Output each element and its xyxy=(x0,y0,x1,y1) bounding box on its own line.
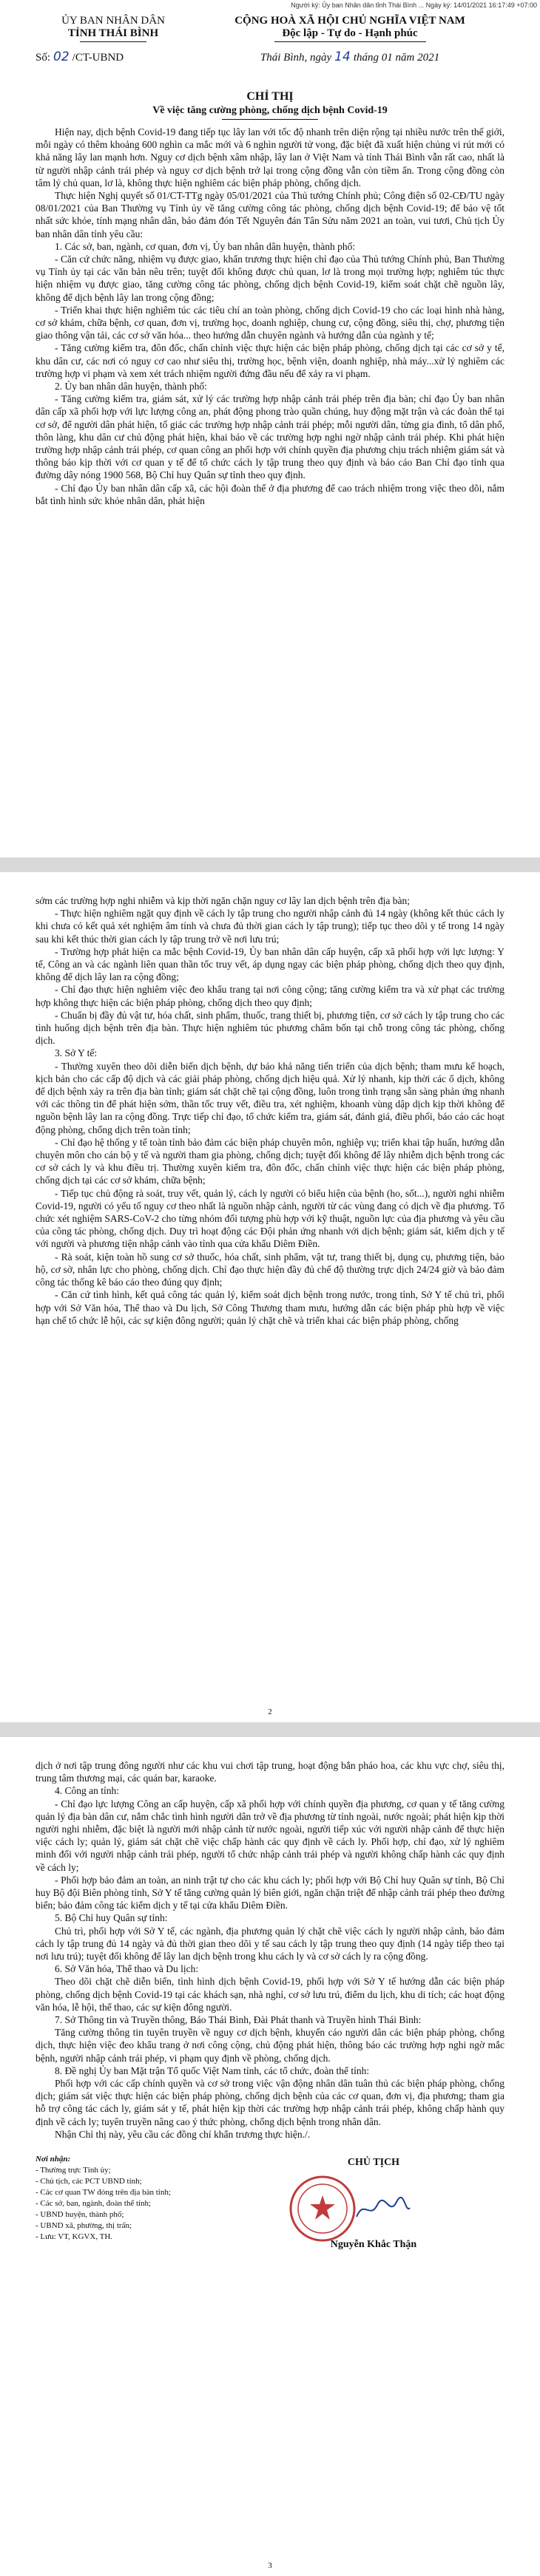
national-motto xyxy=(206,15,494,64)
motto-underline xyxy=(274,41,426,42)
paragraph: 6. Sở Văn hóa, Thể thao và Du lịch: xyxy=(55,1963,199,1975)
paragraph: Nhận Chỉ thị này, yêu cầu các đồng chí khẩn trương thực hiện./. xyxy=(55,2128,311,2140)
page-number: 2 xyxy=(268,1707,272,1716)
page-2-body xyxy=(36,872,504,1327)
doc-number-suffix: /CT-UBND xyxy=(72,52,124,64)
recipient-item: - Các sở, ban, ngành, đoàn thể tỉnh; xyxy=(36,2199,152,2209)
recipients-label: Nơi nhận: xyxy=(36,2155,71,2164)
org-underline xyxy=(80,41,146,42)
paragraph: - Rà soát, kiện toàn hồ sung cơ sở thuốc, hóa chất, sinh phẩm, vật tư, trang thiết bị, dụng cụ, phương tiện, bảo hộ, cơ sở, nhân lực cho phòng, chống dịch. Chỉ đạo thực hiện đầy đủ chế độ thường trực dịch 24/24 giờ và bảo đảm công tác thống kê báo cáo theo đúng quy định; xyxy=(36,1251,504,1288)
paragraph: - Thực hiện nghiêm ngặt quy định về cách ly tập trung cho người nhập cảnh đủ 14 ngày (không kết thúc cách ly khi chưa có kết quả xét nghiệm âm tính và chưa đủ thời gian cách ly tập trung); tiếp tục theo dõi y tế trong 14 ngày sau khi kết thúc thời gian cách ly tập trung trở về nơi lưu trú; xyxy=(36,908,504,945)
page-number: 3 xyxy=(268,2561,272,2570)
doc-number-handwritten: 02 xyxy=(53,50,70,64)
page-3-body xyxy=(36,1737,504,2141)
paragraph: dịch ở nơi tập trung đông người như các khu vui chơi tập trung, hoạt động bắn pháo hoa, các khu vực chợ, siêu thị, trung tâm thương mại, các quán bar, karaoke. xyxy=(36,1760,504,1784)
date-handwritten: 14 xyxy=(334,50,351,64)
subtitle-underline xyxy=(222,119,318,120)
document-date xyxy=(206,51,494,64)
paragraph: - Chỉ đạo lực lượng Công an cấp huyện, cấp xã phối hợp với chính quyền địa phương, cơ quan y tế tăng cường quản lý địa bàn dân cư, nắm chắc tình hình người dân trở về địa phương từ tỉnh ngoài, nước ngoài; phát hiện kịp thời người nghi nhiễm, đặc biệt là người mới nhập cảnh từ nước ngoài, người tiếp xúc với người nhập cảnh để thực hiện việc cách ly; quản lý, giám sát chặt chẽ việc chấp hành các quy định về cách ly. Phối hợp, chỉ đạo, xử lý nghiêm minh đối với người nhập cảnh trái phép, người tổ chức nhập cảnh trái phép và người không chấp hành các quy định về cách ly; xyxy=(36,1798,504,1873)
paragraph: Thực hiện Nghị quyết số 01/CT-TTg ngày 05/01/2021 của Thủ tướng Chính phủ; Công điện số 02-CĐ/TU ngày 08/01/2021 của Ban Thường vụ Tỉnh ủy về tăng cường công tác phòng, chống dịch bệnh Covid-19; để bảo vệ tốt nhất sức khỏe, tính mạng nhân dân, bảo đảm đón Tết Nguyên đán Tân Sửu năm 2021 an toàn, vui tươi, Chủ tịch Ủy ban nhân dân tỉnh yêu cầu: xyxy=(36,190,504,239)
paragraph: 3. Sở Y tế: xyxy=(55,1047,98,1059)
paragraph: 5. Bộ Chỉ huy Quân sự tỉnh: xyxy=(55,1912,168,1924)
signature-block xyxy=(36,2154,504,2251)
date-prefix: Thái Bình, ngày xyxy=(260,52,332,64)
official-seal-icon xyxy=(288,2175,357,2243)
page-1 xyxy=(0,0,540,857)
paragraph: - Căn cứ chức năng, nhiệm vụ được giao, khẩn trương thực hiện chỉ đạo của Thủ tướng Chính phủ, Ban Thường vụ Tỉnh ủy tại các văn bản nêu trên; tuyệt đối không được chủ quan, lơ là trong mọi trường hợp; nghiêm túc thực hiện nhiệm vụ được giao, tăng cường công tác phòng, chống dịch bệnh Covid-19, kiểm soát chặt chẽ nguồn lây, không để dịch bệnh lây lan trong cộng đồng; xyxy=(36,254,504,303)
paragraph: - Thường xuyên theo dõi diễn biến dịch bệnh, dự báo khả năng tiến triển của dịch bệnh; tham mưu kế hoạch, kịch bản cho các cấp độ dịch và các giải pháp phòng, chống dịch hiệu quả. Xử lý nhanh, kịp thời các ổ dịch, không để dịch bệnh xảy ra trên địa bàn tỉnh; giám sát chặt chẽ tại cộng đồng, luôn trong tình trạng sẵn sàng phản ứng nhanh với các thông tin để phát hiện sớm, thần tốc truy vết, điều tra, xét nghiệm, khoanh vùng dập dịch kịp thời không để nguồn bệnh lây lan ra cộng đồng. Trực tiếp chỉ đạo, tổ chức kiểm tra, giám sát, đánh giá, điều phối, báo cáo các hoạt động phòng, chống dịch trên toàn tỉnh; xyxy=(36,1060,504,1135)
nation-line-2: Độc lập - Tự do - Hạnh phúc xyxy=(282,27,418,39)
paragraph: 4. Công an tỉnh: xyxy=(55,1785,119,1797)
paragraph: Theo dõi chặt chẽ diễn biến, tình hình dịch bệnh Covid-19, phối hợp với Sở Y tế hướng dẫn các biện pháp phòng, chống dịch bệnh Covid-19 tại các khách sạn, nhà nghỉ, cơ sở lưu trú, điểm du lịch, khu di tích; các hoạt động văn hóa, lễ hội, thể thao, các sự kiện đông người. xyxy=(36,1976,504,2013)
paragraph: Tăng cường thông tin tuyên truyền về nguy cơ dịch bệnh, khuyến cáo người dân các biện pháp phòng, chống dịch, thực hiện việc đeo khẩu trang ở nơi công cộng, chủ động phát hiện, thông báo các trường hợp nghi ngờ mắc bệnh, người nhập cảnh trái phép, vi phạm quy định về phòng, chống dịch. xyxy=(36,2027,504,2064)
digital-signature-stamp: Người ký: Ủy ban Nhân dân tỉnh Thái Bình ... Ngày ký: 14/01/2021 16:17:49 +07:00 xyxy=(291,1,537,9)
paragraph: - Chỉ đạo Ủy ban nhân dân cấp xã, các hội đoàn thể ở địa phương để cao trách nhiệm trong việc theo dõi, nắm bắt tình hình sức khỏe nhân dân, phát hiện xyxy=(36,482,504,506)
paragraph: Chủ trì, phối hợp với Sở Y tế, các ngành, địa phương quản lý chặt chẽ việc cách ly người nhập cảnh, bảo đảm cách ly tập trung đủ 14 ngày và đủ thời gian theo dõi y tế sau cách ly tập trung theo quy định (14 ngày tiếp theo tại nơi lưu trú); tuyệt đối không để lây lan dịch bệnh trong khu cách ly và cơ sở cách ly ra cộng đồng. xyxy=(36,1925,504,1962)
page-3 xyxy=(0,1737,540,2576)
signer-title: CHỦ TỊCH xyxy=(347,2157,400,2169)
paragraph: - Căn cứ tình hình, kết quả công tác quản lý, kiểm soát dịch bệnh trong nước, trong tỉnh, Sở Y tế chủ trì, phối hợp với Sở Văn hóa, Thể thao và Du lịch, Sở Công Thương tham mưu, hướng dẫn các biện pháp phù hợp về việc hạn chế tổ chức lễ hội, các sự kiện đông người; quản lý chặt chẽ và triển khai các biện pháp phòng, chống xyxy=(36,1289,504,1326)
recipient-item: - UBND huyện, thành phố; xyxy=(36,2210,124,2220)
page-2 xyxy=(0,872,540,1722)
paragraph: - Tăng cường kiểm tra, đôn đốc, chấn chỉnh việc thực hiện các biện pháp phòng, chống dịch tại các cơ sở y tế, khu dân cư, các nơi có nguy cơ cao như siêu thị, trường học, bệnh viện, doanh nghiệp, nhà máy...xử lý nghiêm các trường hợp vi phạm và xem xét trách nhiệm người đứng đầu nếu để xảy ra vi phạm. xyxy=(36,342,504,379)
paragraph: - Phối hợp bảo đảm an toàn, an ninh trật tự cho các khu cách ly; phối hợp với Bộ Chỉ huy Quân sự tỉnh, Bộ Chỉ huy Bộ đội Biên phòng tỉnh, Sở Y tế tăng cường quản lý biên giới, ngăn chặn triệt để nhập cảnh trái phép theo đường biển; bảo đảm công tác kiểm dịch y tế tại cửa khẩu Diêm Điền. xyxy=(36,1874,504,1911)
recipient-item: - UBND xã, phường, thị trấn; xyxy=(36,2221,132,2231)
paragraph: 2. Ủy ban nhân dân huyện, thành phố: xyxy=(55,381,207,392)
date-suffix: tháng 01 năm 2021 xyxy=(353,52,440,64)
recipient-item: - Thường trực Tỉnh ủy; xyxy=(36,2166,111,2175)
issuing-authority xyxy=(36,15,191,64)
paragraph: - Tăng cường kiểm tra, giám sát, xử lý các trường hợp nhập cảnh trái phép trên địa bàn; chỉ đạo Ủy ban nhân dân cấp xã phối hợp với lực lượng công an, phát động phong trào quần chúng, huy động mặt trận và các đoàn thể tại cơ sở, để người dân phát hiện, tố giác các trường hợp nhập cảnh trái phép; mỗi người dân, từng gia đình, tổ dân phố, thôn làng, khu dân cư chủ động phát hiện, khai báo về các trường hợp nghi ngờ nhập cảnh trái phép. Khi phát hiện trường hợp nhập cảnh trái phép, cơ quan công an phối hợp với chính quyền địa phương chịu trách nhiệm giám sát và thông báo kịp thời với cơ quan y tế để tổ chức cách ly tập trung theo quy định và báo cáo Ban Chỉ đạo tỉnh qua đường dây nóng 1900 568, Bộ Chỉ huy Quân sự tỉnh theo quy định. xyxy=(36,393,504,481)
paragraph: 8. Đề nghị Ủy ban Mặt trận Tổ quốc Việt Nam tỉnh, các tổ chức, đoàn thể tỉnh: xyxy=(55,2064,370,2076)
paragraph: 1. Các sở, ban, ngành, cơ quan, đơn vị, Ủy ban nhân dân huyện, thành phố: xyxy=(55,240,356,252)
handwritten-signature-icon xyxy=(354,2195,413,2224)
nation-line-1: CỘNG HOÀ XÃ HỘI CHỦ NGHĨA VIỆT NAM xyxy=(234,15,465,27)
paragraph: sớm các trường hợp nghi nhiễm và kịp thời ngăn chặn nguy cơ lây lan dịch bệnh trên địa bàn; xyxy=(36,895,411,906)
paragraph: - Chuẩn bị đầy đủ vật tư, hóa chất, sinh phẩm, thuốc, trang thiết bị, phương tiện, cơ sở cách ly tập trung cho các tình huống dịch bệnh trên địa bàn. Thực hiện nghiêm túc phương châm bốn tại chỗ trong công tác phòng, chống dịch. xyxy=(36,1009,504,1047)
paragraph: Phối hợp với các cấp chính quyền và cơ sở trong việc vận động nhân dân tuân thủ các biện pháp phòng, chống dịch; giám sát việc thực hiện các biện pháp phòng, chống dịch bệnh của các cơ quan, đơn vị, địa phương; tham gia hỗ trợ công tác cách ly, giám sát y tế, phát hiện kịp thời các trường hợp nhập cảnh trái phép, không chấp hành quy định về cách ly; tuyên truyền nâng cao ý thức phòng, chống dịch bệnh trong nhân dân. xyxy=(36,2078,504,2127)
doc-number-prefix: Số: xyxy=(36,52,51,64)
signer-block xyxy=(243,2154,504,2251)
org-line-1: ỦY BAN NHÂN DÂN xyxy=(61,15,165,27)
page-1-body xyxy=(36,126,504,507)
recipient-item: - Chủ tịch, các PCT UBND tỉnh; xyxy=(36,2177,142,2186)
paragraph: 7. Sở Thông tin và Truyền thông, Báo Thái Bình, Đài Phát thanh và Truyền hình Thái Bình: xyxy=(55,2014,422,2026)
document-number xyxy=(36,51,191,64)
recipient-item: - Các cơ quan TW đóng trên địa bàn tỉnh; xyxy=(36,2188,171,2198)
paragraph: - Tiếp tục chủ động rà soát, truy vết, quản lý, cách ly người có biểu hiện của bệnh (ho, sốt...), người nghi nhiễm Covid-19, người có yếu tố nguy cơ theo nhất là nguồn nhập cảnh, người từ các vùng đang có dịch về địa phương. Tổ chức xét nghiệm SARS-CoV-2 cho từng nhóm đối tượng phù hợp với kỹ thuật, nguồn lực của địa phương và yêu cầu của công tác phòng, chống dịch. Duy trì hoạt động các Đội phản ứng nhanh với dịch bệnh; giám sát, kiểm dịch y tế với người và phương tiện nhập cảnh vào tỉnh qua cửa khẩu Diêm Điền. xyxy=(36,1187,504,1250)
document-title: CHỈ THỊ xyxy=(246,90,294,103)
org-line-2: TỈNH THÁI BÌNH xyxy=(67,27,159,39)
document-subtitle xyxy=(36,105,504,120)
subtitle-text: Về việc tăng cường phòng, chống dịch bệnh Covid-19 xyxy=(152,105,388,116)
recipient-item: - Lưu: VT, KGVX, TH. xyxy=(36,2232,113,2242)
paragraph: - Trường hợp phát hiện ca mắc bệnh Covid-19, Ủy ban nhân dân cấp huyện, cấp xã phối hợp với lực lượng: Y tế, Công an và các ngành liên quan thần tốc truy vết, áp dụng ngay các biện pháp phòng, chống dịch theo quy định, không để dịch lây lan ra cộng đồng; xyxy=(36,945,504,983)
paragraph: - Triển khai thực hiện nghiêm túc các tiêu chí an toàn phòng, chống dịch Covid-19 cho các loại hình nhà hàng, cơ sở khám, chữa bệnh, cơ quan, đơn vị, trường học, doanh nghiệp, chung cư, cộng đồng, siêu thị, chợ, phương tiện giao thông vận tải, các cơ sở văn hóa... theo hướng dẫn chuyên ngành và hướng dẫn của ngành y tế; xyxy=(36,304,504,341)
document-header xyxy=(36,0,504,83)
paragraph: - Chỉ đạo hệ thống y tế toàn tỉnh bảo đảm các biện pháp chuyên môn, nghiệp vụ; triển khai tập huấn, hướng dẫn chuyên môn cho cán bộ y tế và người tham gia phòng, chống dịch; tuyệt đối không để lây nhiễm dịch bệnh trong các cơ sở cách ly và khu điều trị. Thường xuyên kiểm tra, đôn đốc, chấn chỉnh việc thực hiện các biện pháp phòng, chống dịch tại các cơ sở khám, chữa bệnh; xyxy=(36,1136,504,1186)
paragraph: - Chỉ đạo thực hiện nghiêm việc đeo khẩu trang tại nơi công cộng; tăng cường kiểm tra và xử phạt các trường hợp không thực hiện các biện pháp phòng, chống dịch theo quy định; xyxy=(36,984,504,1008)
paragraph: Hiện nay, dịch bệnh Covid-19 đang tiếp tục lây lan với tốc độ nhanh trên diện rộng tại nhiều nước trên thế giới, mỗi ngày có thêm khoảng 600 nghìn ca mắc mới và 6 nghìn người tử vong, đặc biệt đã xuất hiện chủng vi rút mới có khả năng lây lan mạnh hơn. Nguy cơ dịch bệnh xâm nhập, lây lan ở Việt Nam và tỉnh Thái Bình vẫn rất cao, nhất là từ người nhập cảnh trái phép và nguy cơ dịch bệnh trở lại trong cộng đồng vẫn còn tiềm ẩn. Trong cộng đồng còn tâm lý chủ quan, lơ là, không thực hiện nghiêm các biện pháp phòng, chống dịch. xyxy=(36,126,504,188)
recipients-list xyxy=(36,2154,243,2243)
signer-name: Nguyễn Khắc Thận xyxy=(330,2239,417,2251)
